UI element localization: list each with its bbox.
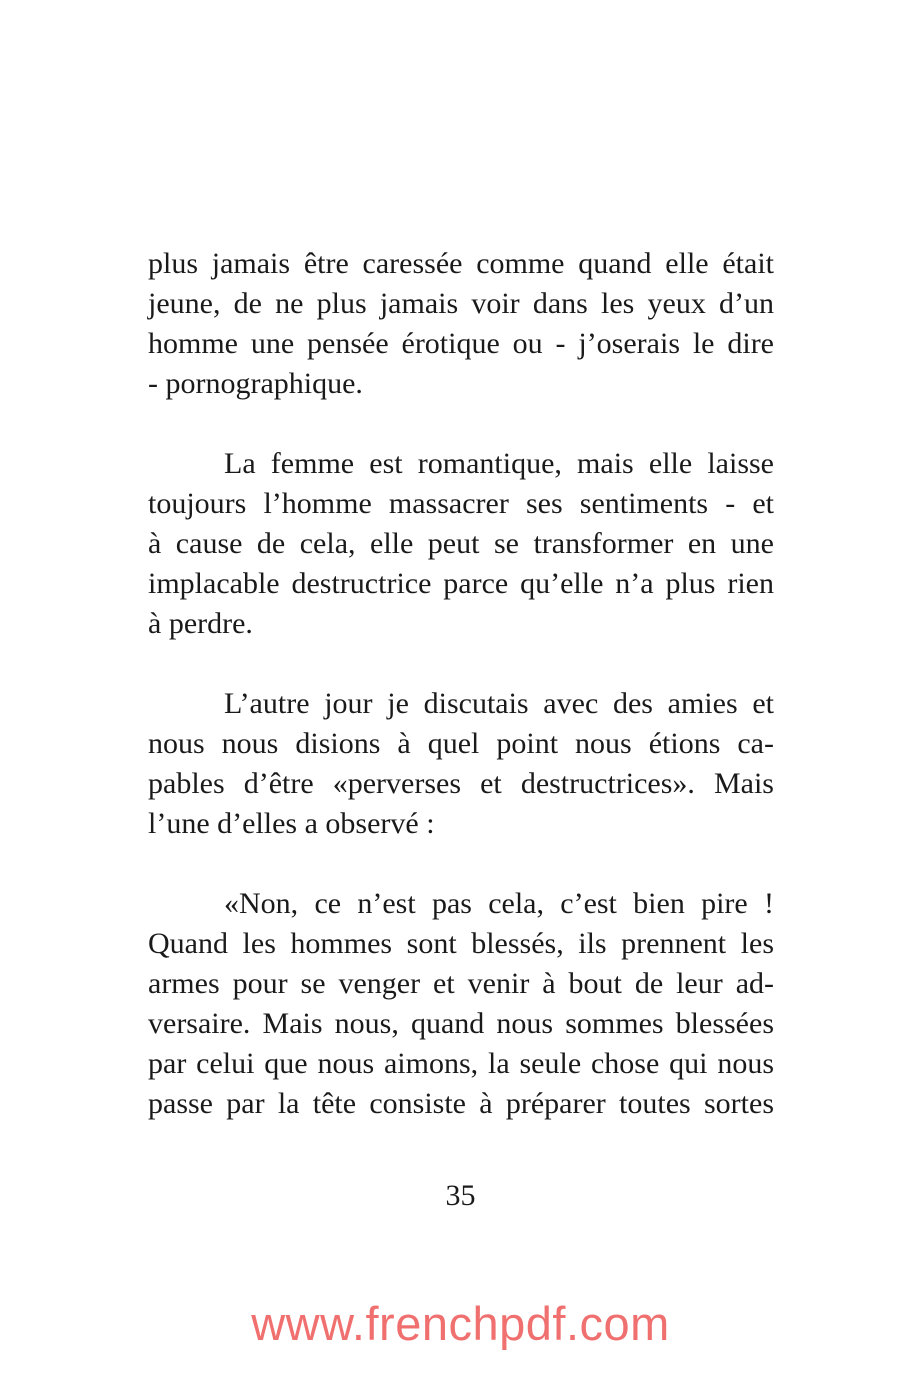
text-line: - pornographique. bbox=[148, 367, 363, 400]
text-line: à perdre. bbox=[148, 607, 253, 640]
paragraph bbox=[148, 244, 774, 404]
paragraph-gap bbox=[148, 404, 774, 444]
text-line: implacable destructrice parce qu’elle n’a plus rien bbox=[148, 567, 774, 600]
text-line: jeune, de ne plus jamais voir dans les yeux d’un bbox=[148, 287, 774, 320]
paragraph-gap bbox=[148, 844, 774, 884]
paragraph bbox=[148, 884, 774, 1124]
text-line: l’une d’elles a observé : bbox=[148, 807, 435, 840]
watermark-link[interactable]: www.frenchpdf.com bbox=[251, 1297, 670, 1350]
text-line: La femme est romantique, mais elle laisse bbox=[224, 447, 774, 480]
body-text bbox=[148, 244, 774, 1124]
text-line: L’autre jour je discutais avec des amies et bbox=[224, 687, 774, 720]
text-line: versaire. Mais nous, quand nous sommes blessées bbox=[148, 1007, 774, 1040]
text-line: pables d’être «perverses et destructrices». Mais bbox=[148, 767, 774, 800]
text-line: à cause de cela, elle peut se transformer en une bbox=[148, 527, 774, 560]
text-line: plus jamais être caressée comme quand elle était bbox=[148, 247, 774, 280]
text-line: homme une pensée érotique ou - j’oserais le dire bbox=[148, 327, 774, 360]
text-line: toujours l’homme massacrer ses sentiments - et bbox=[148, 487, 774, 520]
text-line: «Non, ce n’est pas cela, c’est bien pire ! bbox=[224, 887, 774, 920]
paragraph bbox=[148, 684, 774, 844]
text-line: armes pour se venger et venir à bout de leur ad- bbox=[148, 967, 774, 1000]
page-number: 35 bbox=[445, 1179, 476, 1212]
paragraph bbox=[148, 444, 774, 644]
paragraph-gap bbox=[148, 644, 774, 684]
text-line: par celui que nous aimons, la seule chose qui nous bbox=[148, 1047, 774, 1080]
text-line: passe par la tête consiste à préparer toutes sortes bbox=[148, 1087, 774, 1120]
text-line: nous nous disions à quel point nous étions ca- bbox=[148, 727, 774, 760]
text-line: Quand les hommes sont blessés, ils prennent les bbox=[148, 927, 774, 960]
